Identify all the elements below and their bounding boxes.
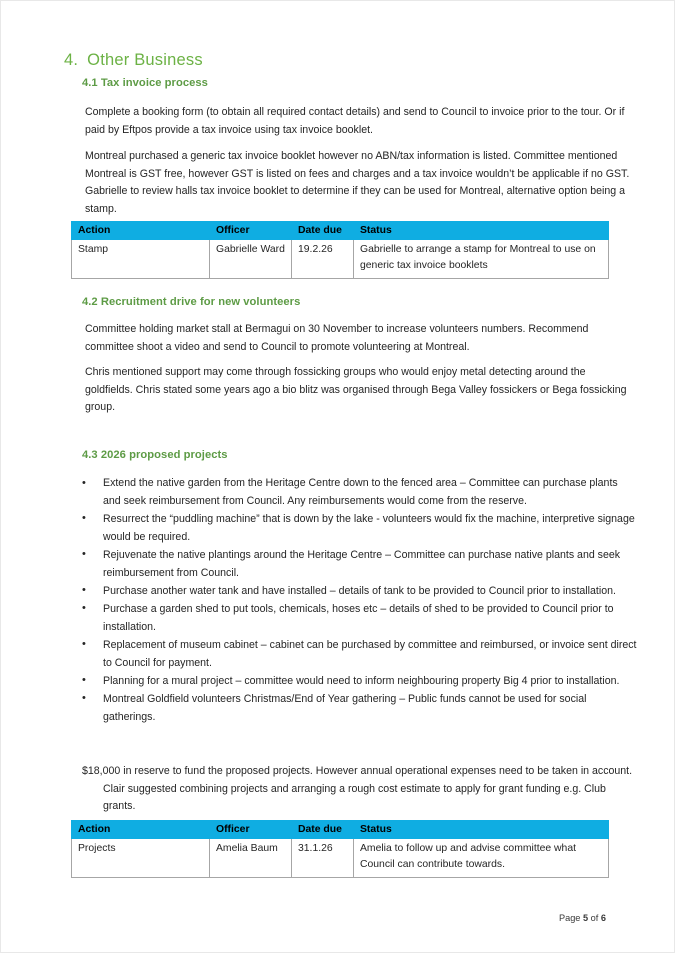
column-header-status: Status (354, 821, 609, 839)
cell-date-due: 19.2.26 (292, 240, 354, 279)
table-header-row (72, 222, 609, 240)
list-item: • Rejuvenate the native plantings around the Heritage Centre – Committee can purchase native plants and seek reimbursement from Council. (82, 547, 638, 582)
list-item: • Purchase another water tank and have installed – details of tank to be provided to Council prior to installation. (82, 583, 638, 601)
section-title: Other Business (87, 51, 203, 69)
cell-action: Projects (72, 839, 210, 878)
list-item: • Replacement of museum cabinet – cabinet can be purchased by committee and reimbursed, or invoice sent direct to Council for payment. (82, 637, 638, 672)
cell-officer: Amelia Baum (210, 839, 292, 878)
subheading-4-1: 4.1 Tax invoice process (82, 77, 208, 89)
list-item: • Purchase a garden shed to put tools, chemicals, hoses etc – details of shed to be provided to Council prior to installation. (82, 601, 638, 636)
proposed-projects-list (82, 475, 638, 727)
paragraph-4-2-2: Chris mentioned support may come through fossicking groups who would enjoy metal detecting around the goldfields. Chris stated some years ago a bio blitz was organised through Bega Valley fossickers or Bega fossicking group. (85, 366, 627, 414)
reserve-funding-paragraph: $18,000 in reserve to fund the proposed projects. However annual operational expenses need to be taken in account. Clair suggested combining projects and arranging a rough cost estimate to apply for grant funding e.g. Club grants. (82, 765, 633, 813)
footer-total-pages: 6 (600, 913, 606, 923)
page-footer (1, 913, 675, 923)
column-header-action: Action (72, 821, 210, 839)
cell-status: Amelia to follow up and advise committee what Council can contribute towards. (354, 839, 609, 878)
section-number: 4. (64, 51, 79, 69)
column-header-date-due: Date due (292, 821, 354, 839)
cell-officer: Gabrielle Ward (210, 240, 292, 279)
cell-date-due: 31.1.26 (292, 839, 354, 878)
footer-current-page: 5 (582, 913, 589, 923)
subheading-4-2: 4.2 Recruitment drive for new volunteers (82, 296, 301, 308)
column-header-action: Action (72, 222, 210, 240)
cell-status: Gabrielle to arrange a stamp for Montreal to use on generic tax invoice booklets (354, 240, 609, 279)
section-heading-4 (64, 51, 203, 70)
table-header-row (72, 821, 609, 839)
paragraph-4-1-1: Complete a booking form (to obtain all required contact details) and send to Council to invoice prior to the tour. Or if paid by Eftpos provide a tax invoice using tax invoice booklet. (85, 106, 625, 136)
footer-middle: of (588, 913, 601, 923)
list-item: • Extend the native garden from the Heritage Centre down to the fenced area – Committee can purchase plants and seek reimbursement from Council. Any reimbursements would come from the reserve. (82, 475, 638, 510)
subheading-4-3: 4.3 2026 proposed projects (82, 449, 228, 461)
action-table-2 (71, 820, 609, 878)
paragraph-4-1-2: Montreal purchased a generic tax invoice booklet however no ABN/tax information is listed. Committee mentioned Montreal is GST free, however GST is listed on fees and charges and a tax invoice wouldn’t be applicable if no GST. Gabrielle to review halls tax invoice booklet to determine if they can be used for Montreal, alternative option being a stamp. (85, 150, 630, 215)
column-header-officer: Officer (210, 222, 292, 240)
column-header-date-due: Date due (292, 222, 354, 240)
footer-prefix: Page (558, 913, 583, 923)
table-row (72, 839, 609, 878)
action-table-1 (71, 221, 609, 279)
list-item: • Planning for a mural project – committee would need to inform neighbouring property Big 4 prior to installation. (82, 673, 638, 691)
list-item: • Montreal Goldfield volunteers Christmas/End of Year gathering – Public funds cannot be used for social gatherings. (82, 691, 638, 726)
table-row (72, 240, 609, 279)
column-header-status: Status (354, 222, 609, 240)
cell-action: Stamp (72, 240, 210, 279)
column-header-officer: Officer (210, 821, 292, 839)
list-item: • Resurrect the “puddling machine” that is down by the lake - volunteers would fix the machine, interpretive signage would be required. (82, 511, 638, 546)
paragraph-4-2-1: Committee holding market stall at Bermagui on 30 November to increase volunteers numbers. Recommend committee shoot a video and send to Council to promote volunteering at Montreal. (85, 323, 589, 353)
